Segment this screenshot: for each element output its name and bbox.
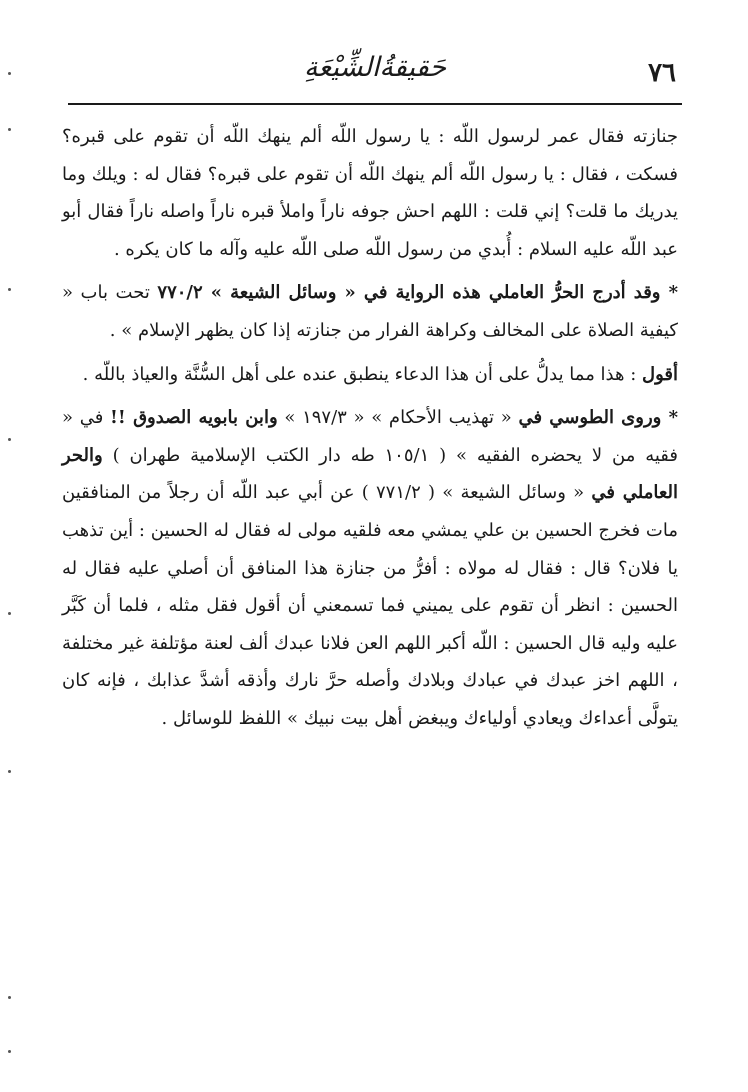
paragraph-1 [62, 118, 678, 268]
page-header [68, 48, 682, 98]
scan-speck [8, 438, 11, 441]
bold-run: وابن بابويه الصدوق !! [110, 407, 278, 429]
bold-run: أقول [642, 363, 678, 385]
text-run: : هذا مما يدلُّ على أن هذا الدعاء ينطبق عنده على أهل السُّنَّة والعياذ باللّه . [82, 363, 643, 385]
text-run: « تهذيب الأحكام » « ١٩٧/٣ » [277, 407, 519, 429]
paragraph-2 [62, 274, 678, 349]
body-text [62, 118, 678, 738]
bold-run: * وروى الطوسي في [518, 407, 679, 429]
scan-speck [8, 996, 11, 999]
scan-speck [8, 72, 11, 75]
bold-run: * وقد أدرج الحرُّ العاملي هذه الرواية في « وسائل الشيعة » ٧٧٠/٢ [157, 282, 679, 304]
paragraph-4 [62, 399, 678, 737]
scan-speck [8, 288, 11, 291]
text-run: في « فقيه من لا يحضره الفقيه » ( ١٠٥/١ ط‍ه دار الكتب الإسلامية طهران ) [62, 407, 678, 466]
text-run: تحت باب « كيفية الصلاة على المخالف وكراهة الفرار من جنازته إذا كان يظهر الإسلام » . [62, 282, 678, 341]
running-title: حَقيقةُالشِّيْعَةِ [303, 52, 447, 83]
paragraph-3 [62, 356, 678, 394]
header-divider [68, 103, 682, 105]
scan-speck [8, 1050, 11, 1053]
scan-speck [8, 612, 11, 615]
bold-run: والحر العاملي في [62, 444, 678, 504]
scan-speck [8, 770, 11, 773]
text-run: « وسائل الشيعة » ( ٧٧١/٢ ) عن أبي عبد اللّه أن رجلاً من المنافقين مات فخرج الحسين بن علي يمشي معه فلقيه مولى له فقال له الحسين : أين تذهب يا فلان؟ قال : فقال له مولاه : أفرُّ من جنازة هذا المنافق أن أصلي عليه فقال له الحسين : انظر أن تقوم على يميني فما تسمعني أن أقول فقل مثله ، فلما أن كَبَّر عليه وليه قال الحسين : اللّه أكبر اللهم العن فلانا عبدك ألف لعنة مؤتلفة غير مختلفة ، اللهم اخز عبدك في عبادك وبلادك وأصله حرَّ نارك وأذقه أشدَّ عذابك ، فإنه كان يتولَّى أعداءك ويعادي أولياءك ويبغض أهل بيت نبيك » اللفظ للوسائل . [62, 482, 678, 729]
text-run: جنازته فقال عمر لرسول اللّه : يا رسول اللّه ألم ينهك اللّه أن تقوم على قبره؟ فسكت ، فقال : يا رسول اللّه ألم ينهك اللّه أن تقوم على قبره؟ فقال له : ويلك وما يدريك ما قلت؟ إني قلت : اللهم احش جوفه ناراً واملأ قبره ناراً واصله ناراً فقال أبو عبد اللّه عليه السلام : أُبدي من رسول اللّه صلى اللّه عليه وآله ما كان يكره . [62, 126, 678, 260]
page-number: ٧٦ [648, 58, 676, 88]
scan-speck [8, 128, 11, 131]
